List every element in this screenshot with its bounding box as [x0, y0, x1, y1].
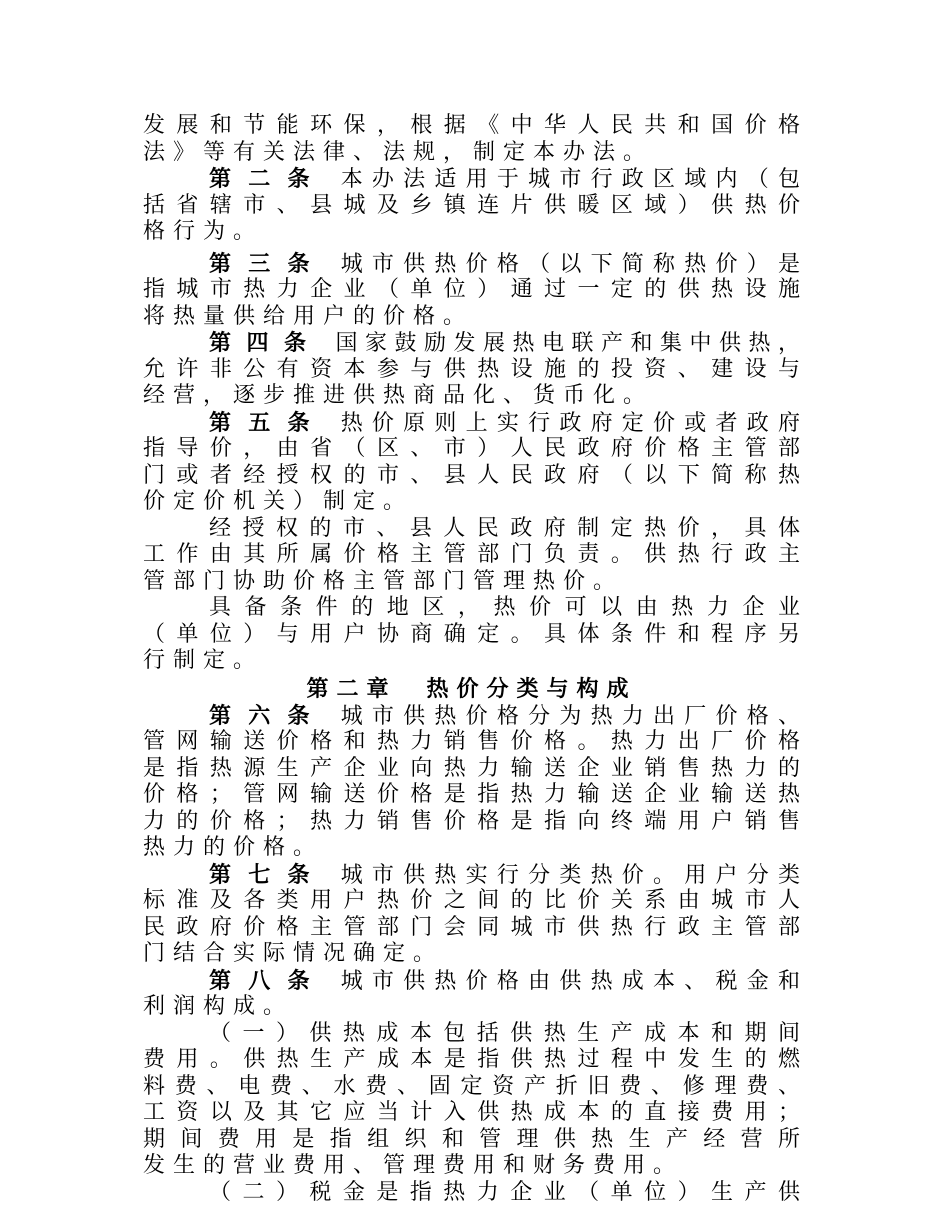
- line-text: 费用。供热生产成本是指供热过程中发生的燃: [143, 1047, 800, 1072]
- line-text: （一）供热成本包括供热生产成本和期间: [209, 1020, 800, 1046]
- article-number: 第四条: [209, 330, 322, 356]
- text-line: [143, 1074, 800, 1101]
- line-text: 括省辖市、县城及乡镇连片供暖区域）供热价: [143, 192, 800, 218]
- line-text: 指导价，由省（区、市）人民政府价格主管部: [143, 436, 800, 461]
- article-first-line: [143, 410, 800, 437]
- text-line: [143, 140, 800, 167]
- article-number: 第二条: [209, 166, 327, 192]
- line-text: 指城市热力企业（单位）通过一定的供热设施: [143, 277, 800, 302]
- article-number: 第七条: [209, 861, 327, 888]
- article-number: 第五条: [209, 409, 327, 436]
- line-text: 期间费用是指组织和管理供热生产经营所: [143, 1126, 800, 1152]
- line-text: 管网输送价格和热力销售价格。热力出厂价格: [143, 729, 800, 754]
- text-line: [143, 941, 800, 968]
- document-body: [143, 113, 800, 1206]
- chapter-heading: 第二章 热价分类与构成: [306, 675, 637, 702]
- line-text: 经营，逐步推进供热商品化、货币化。: [143, 383, 654, 408]
- text-line: [143, 277, 800, 304]
- text-line: [143, 729, 800, 756]
- text-line: [143, 782, 800, 809]
- line-text: 将热量供给用户的价格。: [143, 303, 474, 329]
- text-line: [143, 383, 800, 410]
- line-text: 热价原则上实行政府定价或者政府: [340, 410, 800, 436]
- line-text: 力的价格；热力销售价格是指向终端用户销售: [143, 808, 800, 834]
- line-text: 利润构成。: [143, 994, 294, 1019]
- text-line: [143, 436, 800, 463]
- text-line: [143, 193, 800, 220]
- text-line: [143, 648, 800, 675]
- text-line: [143, 915, 800, 942]
- article-first-line: [143, 968, 800, 995]
- text-line: [143, 304, 800, 331]
- text-line: [143, 357, 800, 384]
- article-first-line: [143, 330, 800, 357]
- text-line: [143, 888, 800, 915]
- article-number: 第八条: [209, 967, 327, 994]
- line-text: 工资以及其它应当计入供热成本的直接费用；: [143, 1100, 800, 1125]
- text-line: [143, 113, 800, 140]
- line-text: 城市供热价格由供热成本、税金和: [340, 968, 800, 994]
- line-text: 门或者经授权的市、县人民政府（以下简称热: [143, 462, 800, 488]
- text-line: [143, 516, 800, 543]
- text-line: [143, 1047, 800, 1074]
- text-line: [143, 489, 800, 516]
- article-first-line: [143, 251, 800, 278]
- text-line: [143, 542, 800, 569]
- line-text: 国家鼓励发展热电联产和集中供热，: [335, 331, 800, 356]
- text-line: [143, 219, 800, 246]
- line-text: 门结合实际情况确定。: [143, 941, 444, 966]
- article-number: 第六条: [209, 702, 327, 729]
- line-text: 城市供热价格分为热力出厂价格、: [340, 703, 800, 729]
- text-line: [143, 622, 800, 649]
- line-text: 经授权的市、县人民政府制定热价，具体: [209, 515, 800, 541]
- text-line: [143, 756, 800, 783]
- text-line: [143, 809, 800, 836]
- text-line: [143, 1021, 800, 1048]
- article-first-line: [143, 166, 800, 193]
- line-text: 发生的营业费用、管理费用和财务费用。: [143, 1153, 684, 1178]
- text-line: [143, 1100, 800, 1127]
- text-line: [143, 1127, 800, 1154]
- line-text: 行制定。: [143, 648, 264, 673]
- document-page: [143, 113, 800, 1206]
- line-text: 城市供热价格（以下简称热价）是: [340, 251, 800, 277]
- line-text: 工作由其所属价格主管部门负责。供热行政主: [143, 542, 800, 567]
- line-text: 管部门协助价格主管部门管理热价。: [143, 568, 624, 594]
- text-line: [143, 835, 800, 862]
- line-text: 标准及各类用户热价之间的比价关系由城市人: [143, 888, 800, 913]
- article-first-line: [143, 703, 800, 730]
- line-text: 价定价机关）制定。: [143, 489, 414, 514]
- line-text: 是指热源生产企业向热力输送企业销售热力的: [143, 755, 800, 781]
- line-text: 民政府价格主管部门会同城市供热行政主管部: [143, 914, 800, 940]
- line-text: 允许非公有资本参与供热设施的投资、建设与: [143, 356, 800, 382]
- text-line: [143, 1180, 800, 1207]
- line-text: 城市供热实行分类热价。用户分类: [340, 862, 800, 888]
- line-text: （二）税金是指热力企业（单位）生产供: [209, 1179, 800, 1205]
- text-line: [143, 1153, 800, 1180]
- line-text: 热力的价格。: [143, 835, 324, 860]
- line-text: 具备条件的地区，热价可以由热力企业: [209, 595, 800, 620]
- line-text: （单位）与用户协商确定。具体条件和程序另: [143, 621, 800, 647]
- line-text: 本办法适用于城市行政区域内（包: [340, 167, 800, 192]
- line-text: 料费、电费、水费、固定资产折旧费、修理费、: [143, 1073, 800, 1099]
- line-text: 法》等有关法律、法规，制定本办法。: [143, 139, 654, 165]
- text-line: [143, 463, 800, 490]
- text-line: [143, 569, 800, 596]
- text-line: [143, 994, 800, 1021]
- line-text: 价格；管网输送价格是指热力输送企业输送热: [143, 782, 800, 807]
- text-line: [143, 595, 800, 622]
- article-first-line: [143, 862, 800, 889]
- line-text: 发展和节能环保，根据《中华人民共和国价格: [143, 113, 800, 138]
- line-text: 格行为。: [143, 219, 264, 244]
- article-number: 第三条: [209, 250, 327, 277]
